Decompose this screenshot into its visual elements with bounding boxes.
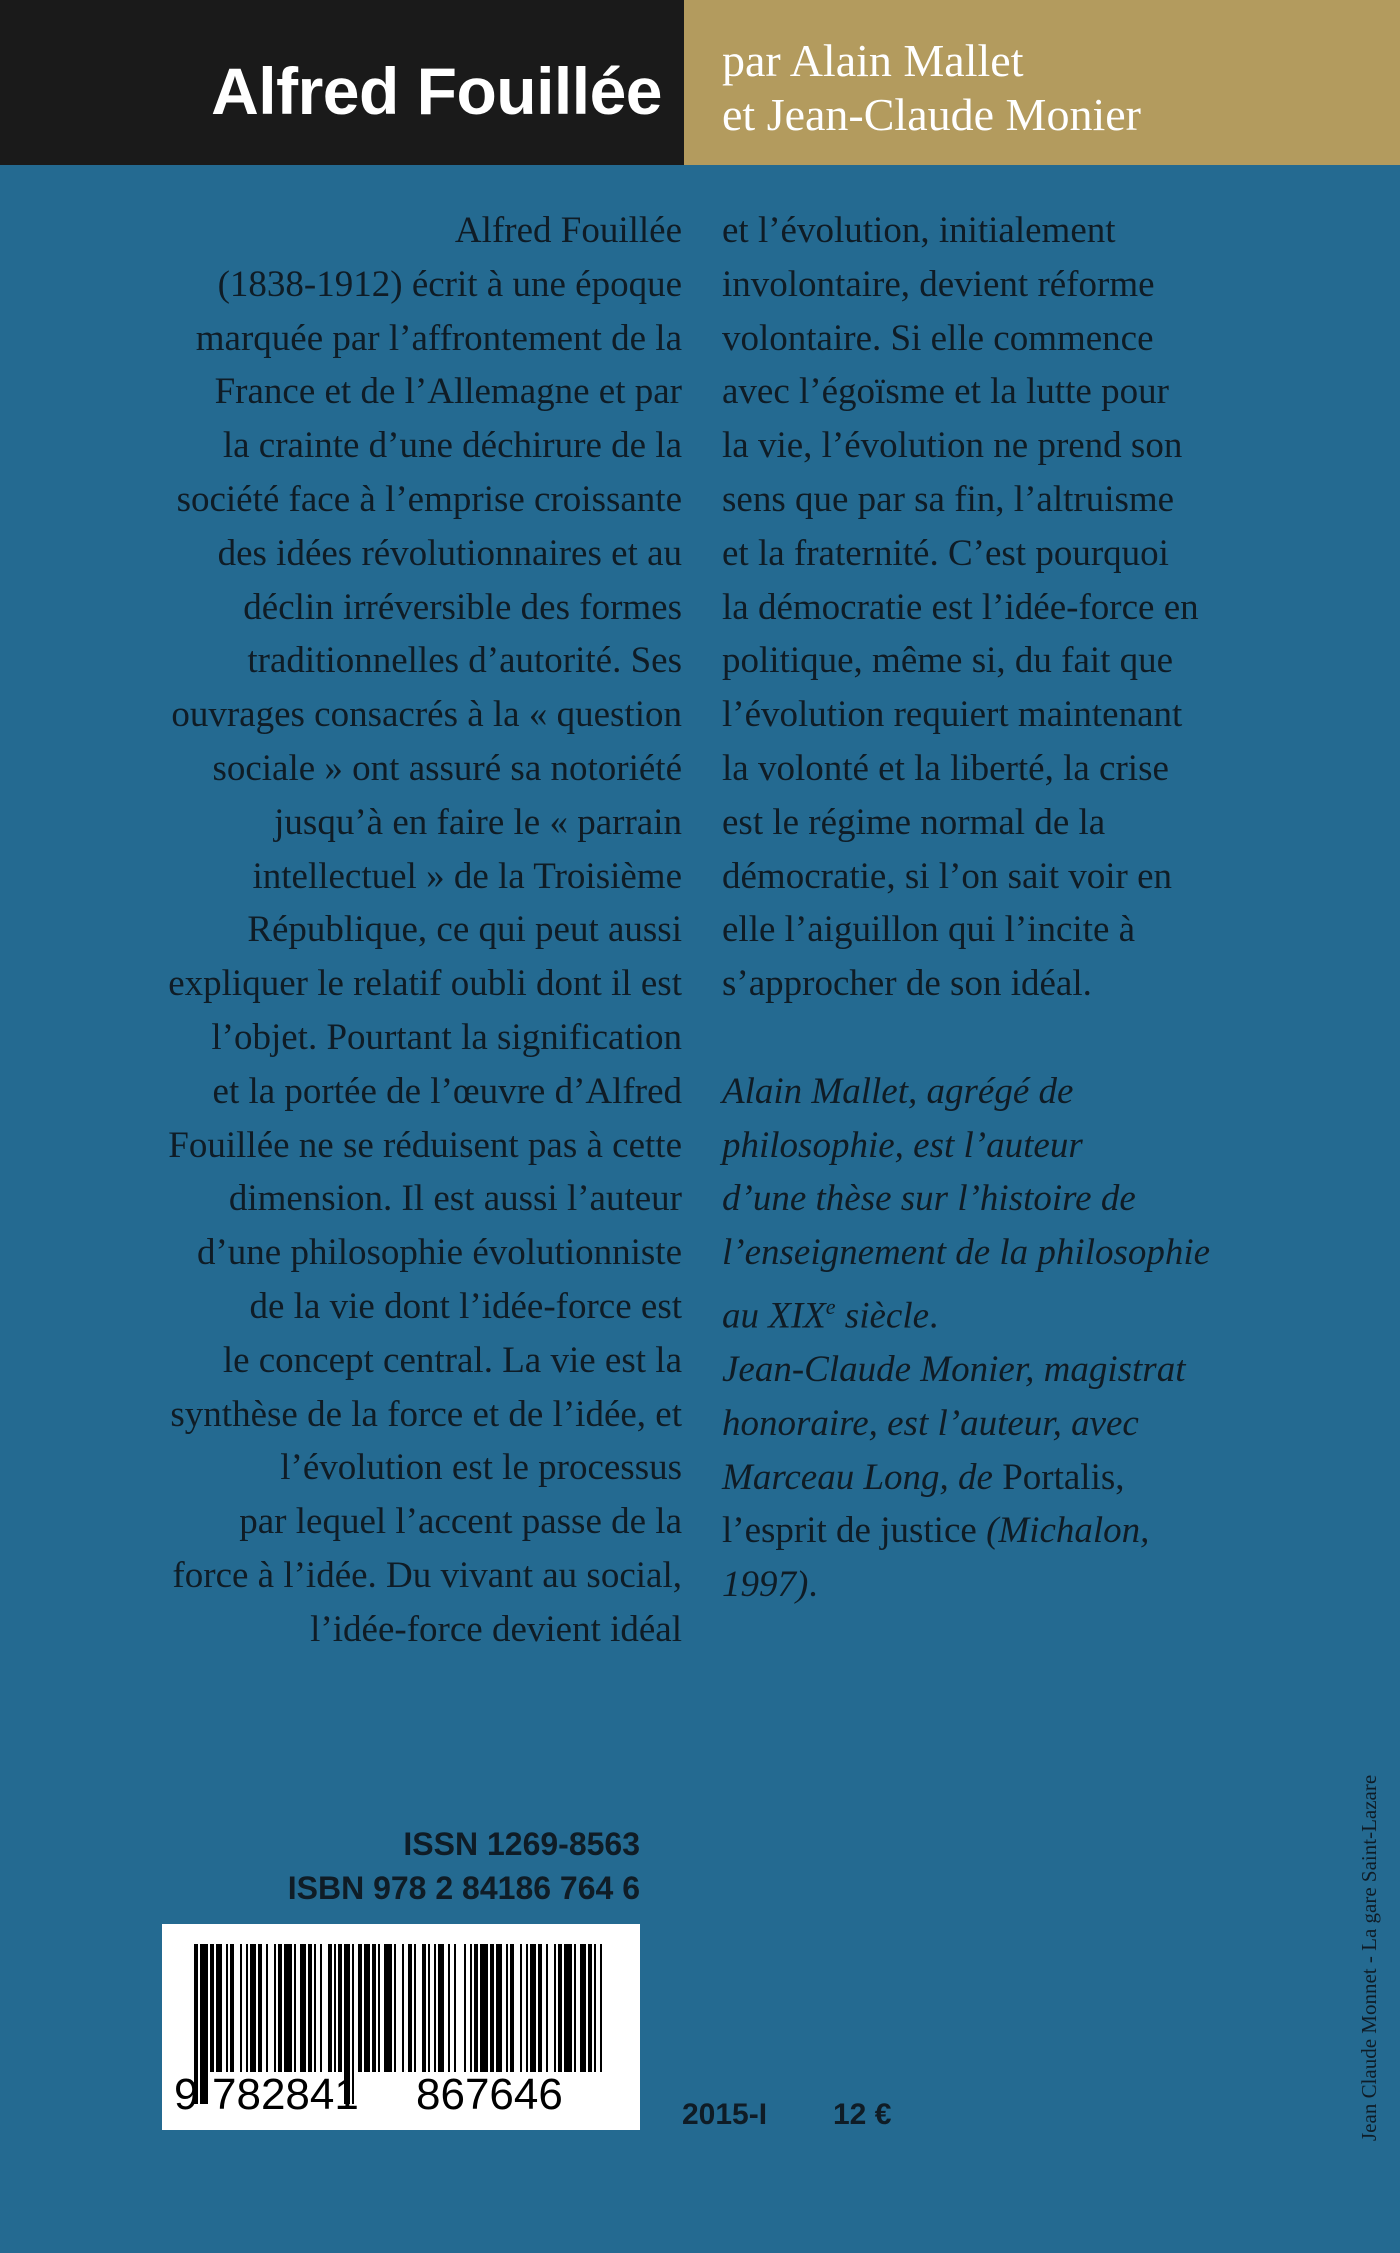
text-line: par lequel l’accent passe de la: [239, 1501, 682, 1543]
summary-right-column: [722, 204, 1282, 1612]
text-line: avec l’égoïsme et la lutte pour: [722, 371, 1169, 413]
text-line: le concept central. La vie est la: [222, 1339, 682, 1381]
barcode-bar: [510, 1944, 514, 2072]
bio-fragment: .: [808, 1564, 818, 1606]
isbn-number: ISBN 978 2 84186 764 6: [287, 1870, 640, 1906]
text-line: République, ce qui peut aussi: [247, 909, 682, 951]
bio-book-title: Portalis,: [1002, 1456, 1125, 1498]
barcode-lead-digit: 9: [174, 2070, 199, 2119]
barcode-bar: [314, 1944, 316, 2072]
barcode-bar: [448, 1944, 450, 2072]
text-line: l’objet. Pourtant la signification: [211, 1016, 682, 1058]
barcode-bar: [230, 1944, 234, 2072]
bio-line: honoraire, est l’auteur, avec: [722, 1402, 1139, 1444]
text-line: la démocratie est l’idée-force en: [722, 586, 1199, 628]
barcode-bar: [554, 1944, 556, 2072]
bio-fragment: au XIX: [722, 1295, 826, 1337]
text-line: la volonté et la liberté, la crise: [722, 747, 1169, 789]
bio-line: d’une thèse sur l’histoire de: [722, 1178, 1136, 1220]
barcode-bar: [372, 1944, 376, 2072]
text-line: ouvrages consacrés à la « question: [171, 694, 682, 736]
bio-line: Jean-Claude Monier, magistrat: [722, 1349, 1186, 1391]
text-line: elle l’aiguillon qui l’incite à: [722, 909, 1136, 951]
text-line: marquée par l’affrontement de la: [195, 317, 682, 359]
barcode-bar: [258, 1944, 262, 2072]
barcode-bar: [480, 1944, 488, 2072]
edition-code: 2015-I: [682, 2098, 768, 2131]
bio-line: [722, 1504, 1282, 1558]
bio-fragment: .: [929, 1295, 939, 1337]
summary-left-column: [110, 204, 682, 1657]
text-line: de la vie dont l’idée-force est: [249, 1285, 682, 1327]
bio-line: philosophie, est l’auteur: [722, 1124, 1083, 1166]
barcode-bar: [358, 1944, 362, 2072]
text-line: sens que par sa fin, l’altruisme: [722, 478, 1175, 520]
barcode-bar: [538, 1944, 542, 2072]
barcode-bar: [428, 1944, 430, 2072]
text-line: synthèse de la force et de l’idée, et: [170, 1393, 682, 1435]
cover-image-credit: Jean Claude Monnet - La gare Saint-Lazare: [1357, 1774, 1381, 2141]
text-line: s’approcher de son idéal.: [722, 963, 1092, 1005]
header-title-band: [0, 0, 684, 165]
bio-fragment: siècle: [835, 1295, 930, 1337]
barcode-bar: [526, 1944, 528, 2072]
text-line: et la fraternité. C’est pourquoi: [722, 532, 1169, 574]
text-line: et la portée de l’œuvre d’Alfred: [212, 1070, 682, 1112]
bio-line: Alain Mallet, agrégé de: [722, 1070, 1074, 1112]
barcode-bar: [454, 1944, 456, 2072]
barcode-bar: [564, 1944, 572, 2072]
text-line: l’idée-force devient idéal: [310, 1608, 682, 1650]
barcode-bar: [284, 1944, 292, 2072]
barcode-left-group: 782841: [212, 2070, 359, 2119]
barcode-bar: [226, 1944, 228, 2072]
barcode-bar: [300, 1944, 306, 2072]
barcode-bar: [384, 1944, 392, 2072]
barcode-bar: [408, 1944, 412, 2072]
barcode-bar: [320, 1944, 322, 2072]
barcode-bar: [594, 1944, 596, 2072]
bio-fragment: 1997): [722, 1564, 809, 1606]
barcode-bar: [338, 1944, 342, 2072]
text-line: la vie, l’évolution ne prend son: [722, 425, 1183, 467]
barcode-bar: [434, 1944, 436, 2072]
text-line: d’une philosophie évolutionniste: [196, 1232, 682, 1274]
barcode-bar: [414, 1944, 416, 2072]
barcode-bar: [530, 1944, 536, 2072]
text-line: dimension. Il est aussi l’auteur: [228, 1178, 682, 1220]
barcode-bar: [422, 1944, 426, 2072]
barcode-right-group: 867646: [416, 2070, 563, 2119]
barcode-bar: [574, 1944, 576, 2072]
barcode-bar: [496, 1944, 502, 2072]
text-line: Alfred Fouillée: [454, 210, 682, 251]
barcode-bar: [558, 1944, 562, 2072]
text-line: la crainte d’une déchirure de la: [222, 425, 682, 467]
author-bios: [722, 1065, 1282, 1612]
barcode-bar: [364, 1944, 370, 2072]
barcode-bar: [438, 1944, 444, 2072]
bio-line: [722, 1451, 1282, 1505]
barcode-bar: [266, 1944, 268, 2072]
barcode-bar: [520, 1944, 522, 2072]
price: 12 €: [833, 2098, 892, 2131]
barcode-bar: [246, 1944, 248, 2072]
barcode-digits: [170, 2070, 632, 2120]
text-line: Fouillée ne se réduisent pas à cette: [168, 1124, 682, 1166]
author-line-1: par Alain Mallet: [722, 35, 1024, 86]
author-line-2: et Jean-Claude Monier: [722, 89, 1141, 140]
barcode-bar: [250, 1944, 256, 2072]
text-line: involontaire, devient réforme: [722, 263, 1155, 305]
barcode-bar: [580, 1944, 586, 2072]
barcode-bar: [240, 1944, 242, 2072]
text-line: sociale » ont assuré sa notoriété: [212, 747, 682, 789]
paragraph-gap: [722, 1011, 1282, 1065]
book-title: Alfred Fouillée: [211, 54, 662, 128]
barcode-bar: [474, 1944, 478, 2072]
bio-line: [722, 1280, 1282, 1343]
barcode-bar: [546, 1944, 548, 2072]
barcode-bar: [294, 1944, 296, 2072]
text-line: France et de l’Allemagne et par: [214, 371, 682, 413]
barcode-bar: [278, 1944, 282, 2072]
text-line: l’évolution requiert maintenant: [722, 694, 1183, 736]
barcode-bar: [274, 1944, 276, 2072]
text-line: force à l’idée. Du vivant au social,: [172, 1554, 682, 1596]
text-line: est le régime normal de la: [722, 801, 1106, 843]
barcode-bar: [402, 1944, 404, 2072]
bio-superscript: e: [825, 1293, 836, 1319]
barcode-bar: [490, 1944, 494, 2072]
bio-fragment: (Michalon,: [986, 1510, 1150, 1552]
text-line: expliquer le relatif oubli dont il est: [168, 963, 682, 1005]
barcode-bar: [328, 1944, 332, 2072]
text-line: intellectuel » de la Troisième: [252, 855, 682, 897]
text-line: volontaire. Si elle commence: [722, 317, 1154, 359]
issn-number: ISSN 1269-8563: [403, 1826, 640, 1862]
barcode-bar: [588, 1944, 592, 2072]
barcode-bar: [394, 1944, 396, 2072]
barcode-bar: [470, 1944, 472, 2072]
barcode-bar: [464, 1944, 466, 2072]
text-line: et l’évolution, initialement: [722, 210, 1116, 251]
identifiers-block: [288, 1822, 640, 1910]
bio-line: [722, 1558, 1282, 1612]
text-line: société face à l’emprise croissante: [176, 478, 682, 520]
barcode-bar: [600, 1944, 602, 2072]
text-line: déclin irréversible des formes: [243, 586, 682, 628]
bio-book-title: l’esprit de justice: [722, 1510, 987, 1552]
text-line: démocratie, si l’on sait voir en: [722, 855, 1173, 897]
bio-fragment: Marceau Long, de: [722, 1456, 1003, 1498]
barcode-bar: [506, 1944, 508, 2072]
header-authors-band: [684, 0, 1400, 165]
barcode-bar: [216, 1944, 222, 2072]
isbn-barcode: [162, 1924, 640, 2130]
barcode-bar: [210, 1944, 214, 2072]
text-line: des idées révolutionnaires et au: [217, 532, 682, 574]
barcode-bar: [334, 1944, 336, 2072]
bio-line: l’enseignement de la philosophie: [722, 1232, 1211, 1274]
summary-right-lines: [722, 204, 1282, 1011]
barcode-bar: [378, 1944, 380, 2072]
text-line: (1838-1912) écrit à une époque: [217, 263, 682, 305]
authors-block: [722, 34, 1141, 142]
text-line: traditionnelles d’autorité. Ses: [247, 640, 682, 682]
text-line: politique, même si, du fait que: [722, 640, 1174, 682]
barcode-bar: [308, 1944, 312, 2072]
text-line: jusqu’à en faire le « parrain: [274, 801, 682, 843]
text-line: l’évolution est le processus: [280, 1447, 682, 1489]
